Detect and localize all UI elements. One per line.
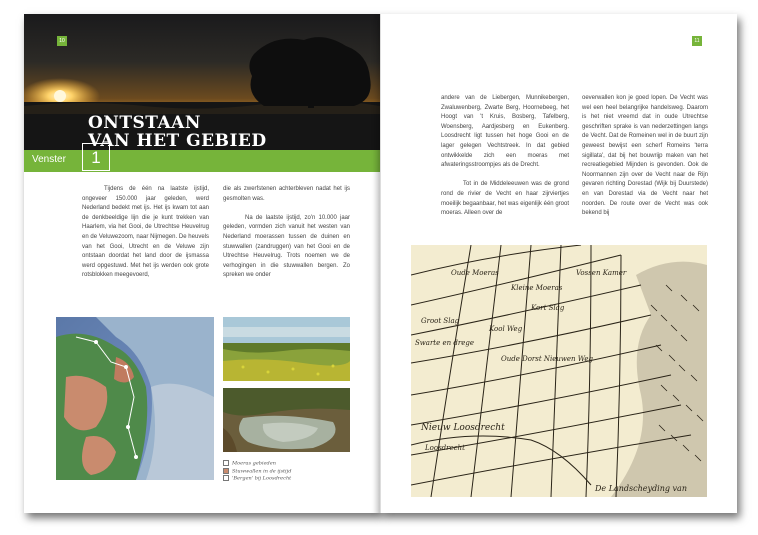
page-number-right: 11 (692, 36, 702, 46)
bog-photo (223, 388, 350, 452)
map-label: Groot Slag (421, 317, 460, 325)
paragraph: Tijdens de één na laatste ijstijd, ongeveer 150.000 jaar geleden, werd Nederland bedekt met ijs. Het ijs kwam tot aan de denkbeeldige lijn die je kunt trekken van Haarlem, via het Gooi, de Utrechtse Heuvelrug en de Veluwezoom, naar Nijmegen. De heuvels van het Gooi, Utrecht en de Veluwe zijn ontstaan doordat het land door de ijsmassa werd opgestuwd. Met het ijs werden ook grote rotsblokken meegevoerd, (82, 186, 209, 279)
historic-map (411, 245, 707, 497)
right-page (380, 14, 737, 513)
page-title (88, 114, 267, 150)
legend-swatch (223, 460, 229, 466)
section-bar (24, 150, 380, 172)
map-label: De Landscheyding van (595, 484, 687, 493)
section-label: Venster (32, 154, 66, 165)
map-label: Loosdrecht (425, 444, 465, 452)
caption-item: Moeras gebieden (223, 460, 291, 468)
paragraph: andere van de Liebergen, Munnikebergen, Zwaluwenberg, Zwarte Berg, Hoornebeeg, het Hoogt van 't Kruis, Bosberg, Tafelberg, Woensberg, Aardjesberg en Eukenberg. Loosdrecht ligt tussen het hoge Gooi en de lager gelegen Vechtstreek. In dat gebied ontwikkelde zich een moeras met afwateringsstroompjes als de Drecht. (441, 95, 569, 169)
right-column-1 (441, 94, 569, 219)
paragraph: Tot in de Middeleeuwen was de grond rond de rivier de Vecht en haar zijrviertjes moeilijk begaanbaar, het was eigenlijk één groot moeras. Alleen over de (441, 181, 569, 217)
legend-swatch (223, 475, 229, 481)
section-number: 1 (82, 143, 110, 171)
hero-sunset-photo (24, 14, 380, 150)
map-label: Kleine Moeras (511, 284, 563, 292)
left-column-2 (223, 185, 350, 281)
page-number-left: 10 (57, 36, 67, 46)
caption-item: 'Bergen' bij Loosdrecht (223, 475, 291, 483)
legend-swatch (223, 468, 229, 474)
paragraph: oeverwallen kon je goed lopen. De Vecht was wel een heel belangrijke handelsweg. Daarom is het niet vreemd dat in oude Utrechtse geschriften sprake is van nederzettingen langs de Vecht. Dat de Romeinen wel in de buurt zijn geweest bewijst een scherf Romeins 'terra sigillata', dat bij het bouwrijp maken van het recreatiegebied Mijnden is gevonden. Ook de Noormannen zijn over de Vecht naar de Rijn gevaren richting Dorestad (Wijk bij Duurstede) en van Dorestad via de Vecht naar het noorden. De route over de Vecht was ook bekend bij (582, 95, 708, 217)
caption-item: Stuwwallen in de ijstijd (223, 468, 291, 476)
left-page (24, 14, 380, 513)
relief-map-photo (56, 317, 214, 480)
wetland-photo (223, 317, 350, 381)
map-label: Oude Dorst Nieuwen Weg (501, 355, 594, 363)
left-column-1 (82, 185, 209, 281)
map-label: Kool Weg (489, 325, 523, 333)
map-label: Swarte en drege (415, 339, 474, 347)
right-column-2 (582, 94, 708, 219)
map-label: Vossen Kamer (576, 269, 627, 277)
map-label: Nieuw Loosdrecht (421, 423, 505, 433)
title-line-2: VAN HET GEBIED (88, 131, 267, 150)
paragraph: die als zwerfstenen achterbleven nadat het ijs gesmolten was. (223, 186, 350, 202)
map-label: Oude Moeras (451, 269, 499, 277)
title-line-1: ONTSTAAN (88, 113, 201, 133)
paragraph: Na de laatste ijstijd, zo'n 10.000 jaar geleden, vormden zich vanuit het westen van Nederland moerassen tussen de duinen en stuwwallen (zandruggen) van het Gooi en de Utrechtse Heuvelrug. Trots noemen we de verhogingen in die stuwwallen bergen. Zo spreken we onder (223, 214, 350, 279)
photo-caption (223, 460, 291, 483)
map-label: Kort Slag (531, 304, 565, 312)
